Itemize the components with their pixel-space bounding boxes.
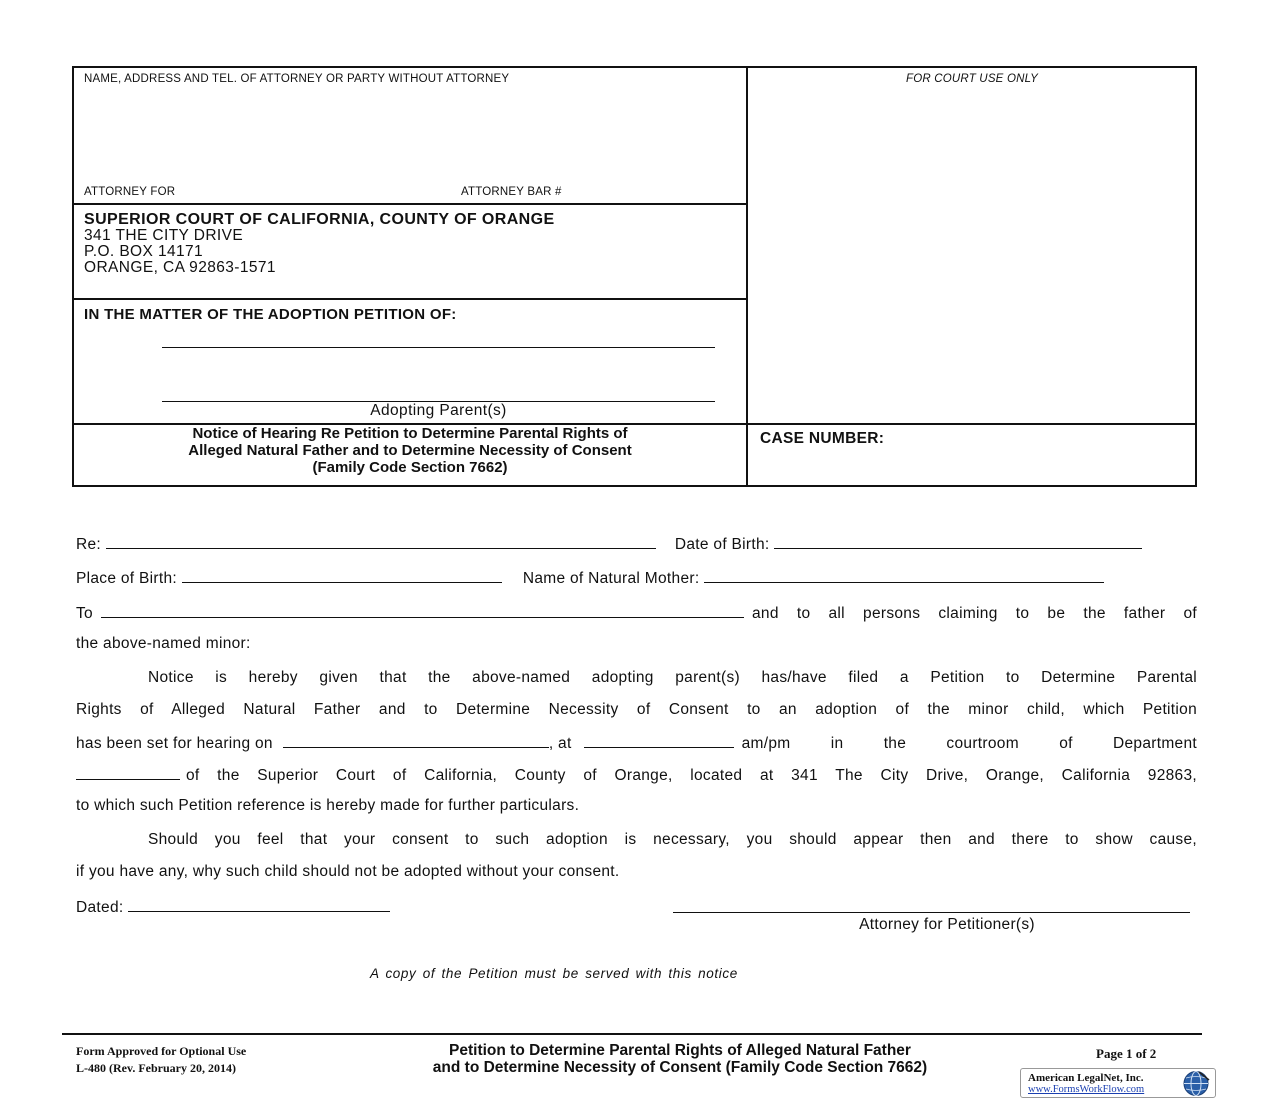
re-field[interactable]: [106, 534, 656, 549]
place-of-birth-label: Place of Birth:: [76, 570, 177, 587]
re-label: Re:: [76, 536, 102, 553]
re-line: [76, 534, 1197, 554]
case-number-label: CASE NUMBER:: [760, 430, 885, 447]
date-of-birth-label: Date of Birth:: [674, 536, 770, 553]
to-suffix: and to all persons claiming to be the father of: [751, 605, 1197, 622]
signature-label: Attorney for Petitioner(s): [859, 916, 1035, 933]
to-field[interactable]: [101, 603, 744, 618]
dated-field[interactable]: [128, 897, 390, 912]
attorney-header-label: NAME, ADDRESS AND TEL. OF ATTORNEY OR PARTY WITHOUT ATTORNEY: [84, 73, 510, 85]
hearing-on-text: has been set for hearing on: [76, 735, 273, 752]
dated-label: Dated:: [76, 899, 124, 916]
at-text: , at: [548, 735, 572, 752]
form-approved-text: Form Approved for Optional Use: [76, 1044, 247, 1058]
publisher-url[interactable]: www.FormsWorkFlow.com: [1028, 1084, 1145, 1095]
court-name: SUPERIOR COURT OF CALIFORNIA, COUNTY OF ORANGE: [84, 211, 555, 228]
natural-mother-label: Name of Natural Mother:: [522, 570, 700, 587]
form-title-line-2: Alleged Natural Father and to Determine Necessity of Consent: [188, 442, 632, 459]
publisher-badge[interactable]: [1020, 1068, 1216, 1098]
signature-line[interactable]: [673, 912, 1190, 913]
to-label: To: [76, 605, 93, 622]
form-number: L-480 (Rev. February 20, 2014): [76, 1061, 236, 1075]
place-of-birth-field[interactable]: [182, 568, 502, 583]
department-suffix: of the Superior Court of California, County of Orange, located at 341 The City Drive, Orange, California 92863,: [186, 767, 1197, 784]
caption-divider-1: [72, 203, 748, 205]
court-street: 341 THE CITY DRIVE: [84, 227, 244, 244]
form-title-line-3: (Family Code Section 7662): [312, 459, 508, 476]
place-of-birth-line: [76, 568, 1197, 588]
attorney-bar-label: ATTORNEY BAR #: [461, 186, 562, 198]
footer-title: [330, 1042, 1030, 1076]
footer-rule: [62, 1033, 1202, 1035]
paragraph-1-line-5: to which such Petition reference is hereby made for further particulars.: [76, 797, 580, 814]
case-number-field[interactable]: [760, 452, 1185, 480]
form-title-line-1: Notice of Hearing Re Petition to Determine Parental Rights of: [192, 425, 628, 442]
attorney-for-label: ATTORNEY FOR: [84, 186, 176, 198]
to-line-2: the above-named minor:: [76, 635, 251, 652]
adopting-parents-label: Adopting Parent(s): [370, 402, 507, 419]
paragraph-1-line-2: Rights of Alleged Natural Father and to Determine Necessity of Consent to an adoption of the minor child, which Petition: [76, 701, 1197, 718]
natural-mother-field[interactable]: [704, 568, 1104, 583]
court-use-label: FOR COURT USE ONLY: [905, 73, 1039, 85]
hearing-date-field[interactable]: [283, 733, 549, 748]
publisher-name: American LegalNet, Inc.: [1028, 1072, 1144, 1084]
court-city: ORANGE, CA 92863-1571: [84, 259, 276, 276]
paragraph-1-line-3: [76, 733, 1197, 753]
globe-icon: [1179, 1070, 1213, 1097]
paragraph-2-line-2: if you have any, why such child should not be adopted without your consent.: [76, 863, 620, 880]
matter-label: IN THE MATTER OF THE ADOPTION PETITION OF:: [84, 306, 457, 323]
form-title: [74, 425, 746, 476]
footer-title-line-1: Petition to Determine Parental Rights of Alleged Natural Father: [449, 1042, 911, 1059]
page-number: Page 1 of 2: [1096, 1046, 1157, 1061]
dated-line: [76, 897, 476, 917]
caption-divider-2: [72, 298, 748, 300]
paragraph-1-line-4: [76, 765, 1197, 785]
footer-title-line-2: and to Determine Necessity of Consent (Family Code Section 7662): [432, 1059, 928, 1076]
court-po-box: P.O. BOX 14171: [84, 243, 204, 260]
paragraph-1-line-1: Notice is hereby given that the above-named adopting parent(s) has/have filed a Petition to Determine Parental: [148, 669, 1197, 686]
date-of-birth-field[interactable]: [774, 534, 1142, 549]
courtroom-text: am/pm in the courtroom of Department: [741, 735, 1197, 752]
to-line: [76, 603, 1197, 623]
paragraph-2-line-1: Should you feel that your consent to such adoption is necessary, you should appear then and there to show cause,: [148, 831, 1197, 848]
hearing-time-field[interactable]: [584, 733, 734, 748]
department-field[interactable]: [76, 765, 180, 780]
copy-notice: A copy of the Petition must be served with this notice: [370, 966, 738, 981]
adopting-parent-line-1[interactable]: [162, 347, 715, 348]
